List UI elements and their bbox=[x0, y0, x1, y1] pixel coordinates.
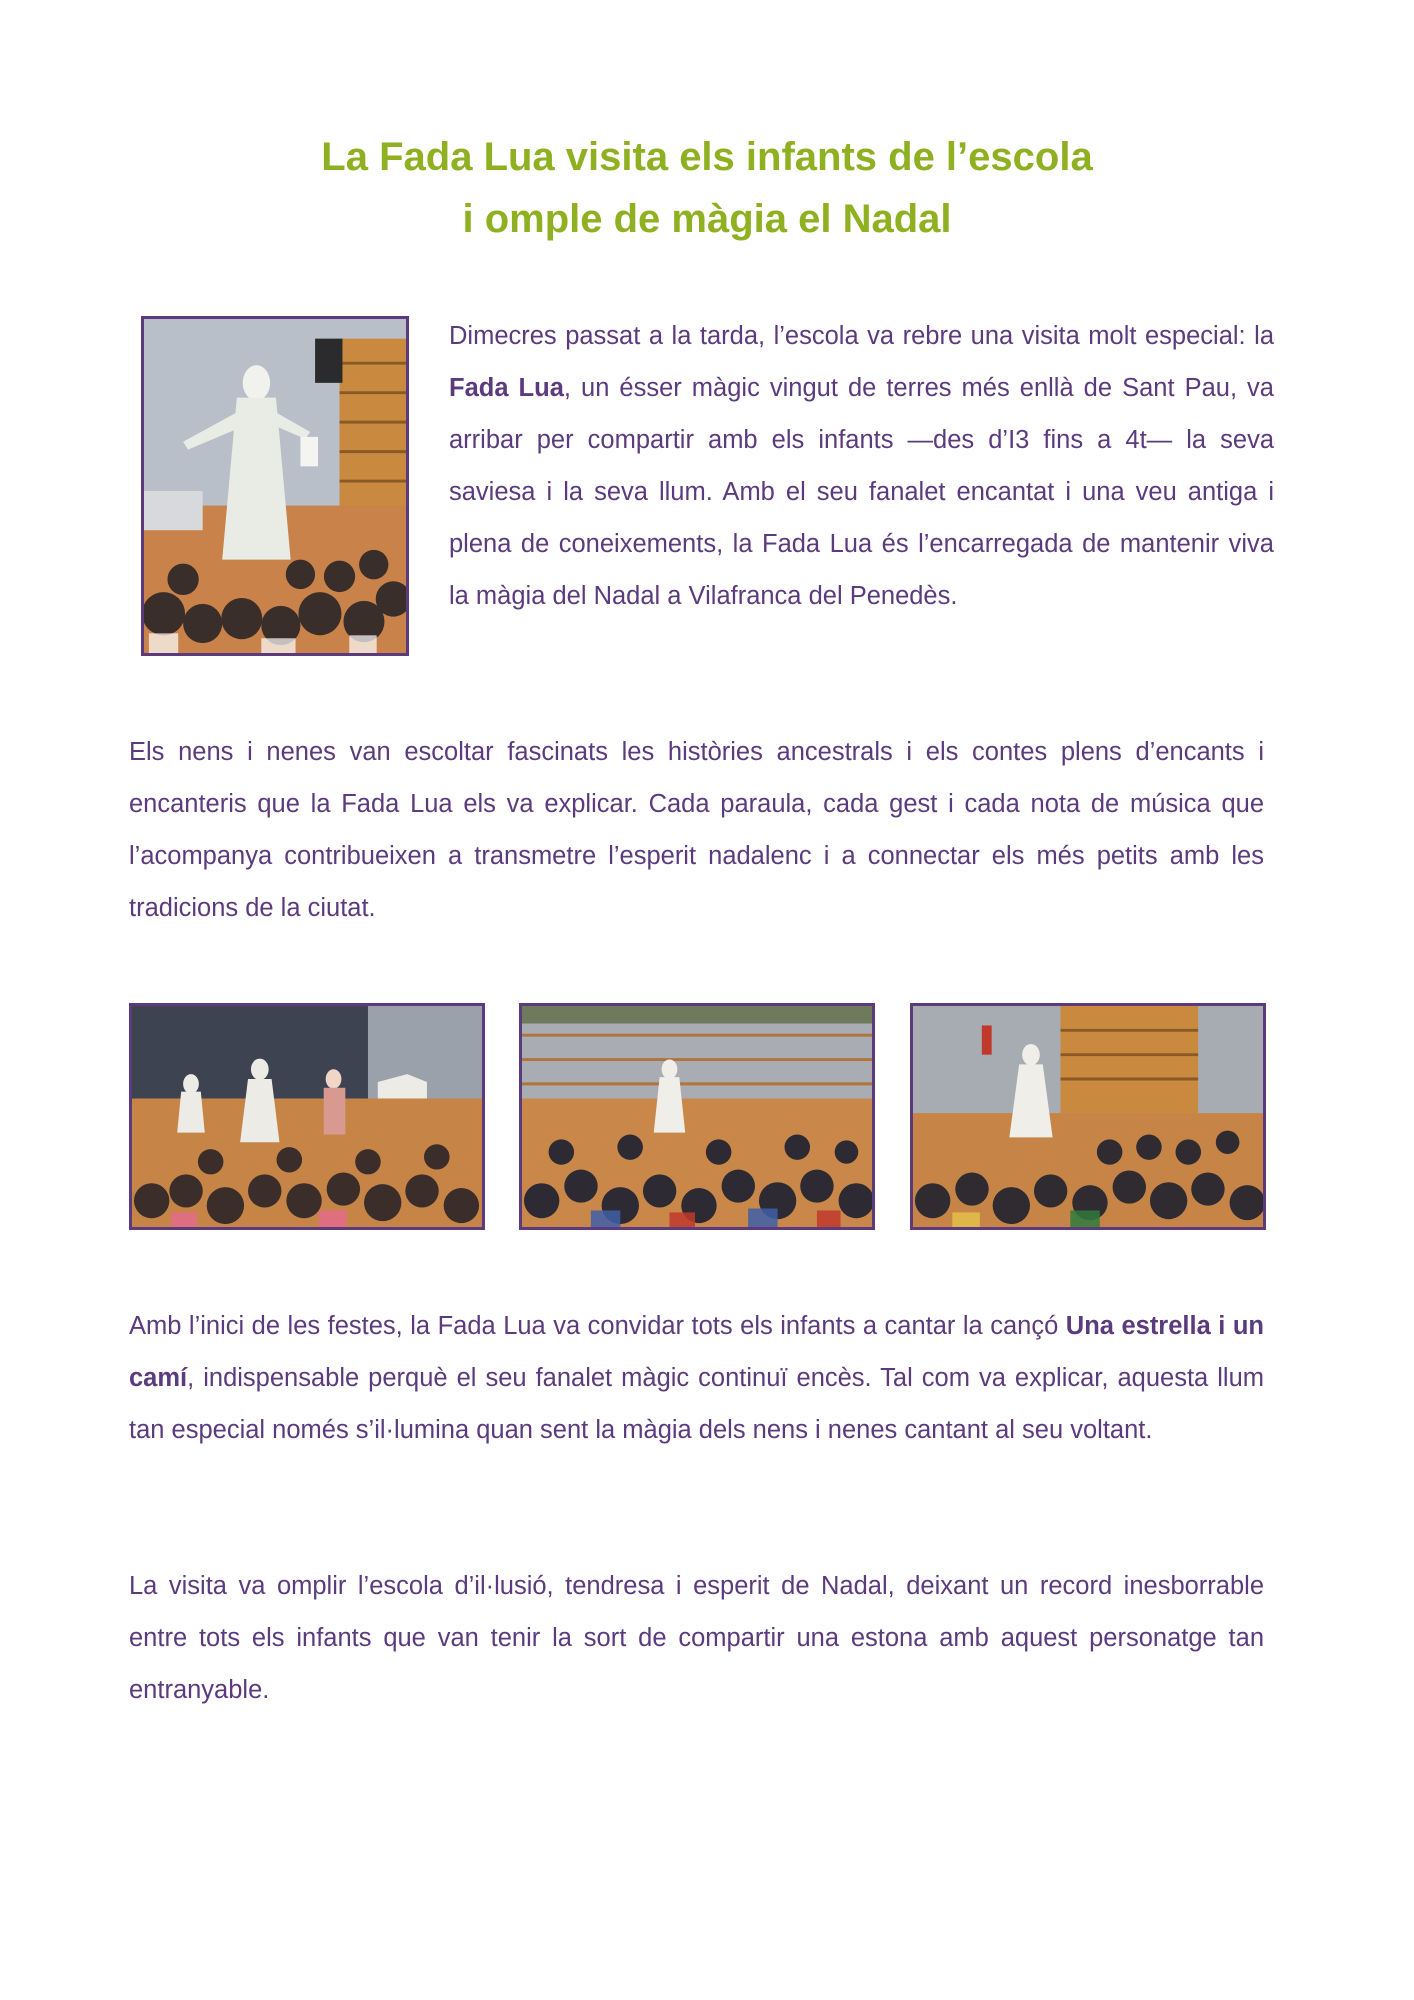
fairy-photo-main bbox=[141, 316, 409, 656]
gallery-photo-1 bbox=[129, 1003, 485, 1230]
paragraph-3-end: , indispensable perquè el seu fanalet màgic continuï encès. Tal com va explicar, aquesta llum tan especial només s’il·lumina quan sent la màgia dels nens i nenes cantant al seu voltant. bbox=[129, 1364, 1264, 1444]
paragraph-3-start: Amb l’inici de les festes, la Fada Lua va convidar tots els infants a cantar la cançó bbox=[129, 1312, 1066, 1340]
title-line-2: i omple de màgia el Nadal bbox=[462, 197, 952, 241]
paragraph-3 bbox=[129, 1300, 1264, 1456]
intro-highlight: Fada Lua bbox=[449, 374, 564, 402]
article-title bbox=[0, 126, 1414, 250]
song-title: Una estrella i un camí bbox=[129, 1312, 1264, 1392]
intro-paragraph bbox=[449, 310, 1274, 622]
title-line-1: La Fada Lua visita els infants de l’escola bbox=[321, 135, 1093, 179]
gallery-photo-3 bbox=[910, 1003, 1266, 1230]
intro-text-start: Dimecres passat a la tarda, l’escola va rebre una visita molt especial: la bbox=[449, 322, 1274, 350]
paragraph-2: Els nens i nenes van escoltar fascinats les històries ancestrals i els contes plens d’encants i encanteris que la Fada Lua els va explicar. Cada paraula, cada gest i cada nota de música que l’acompanya contribueixen a transmetre l’esperit nadalenc i a connectar els més petits amb les tradicions de la ciutat. bbox=[129, 738, 1264, 922]
gallery-photo-2 bbox=[519, 1003, 875, 1230]
paragraph-4: La visita va omplir l’escola d’il·lusió, tendresa i esperit de Nadal, deixant un record inesborrable entre tots els infants que van tenir la sort de compartir una estona amb aquest personatge tan entranyable. bbox=[129, 1572, 1264, 1704]
intro-text-end: , un ésser màgic vingut de terres més enllà de Sant Pau, va arribar per compartir amb els infants —des d’I3 fins a 4t— la seva saviesa i la seva llum. Amb el seu fanalet encantat i una veu antiga i plena de coneixements, la Fada Lua és l’encarregada de mantenir viva la màgia del Nadal a Vilafranca del Penedès. bbox=[449, 374, 1274, 610]
